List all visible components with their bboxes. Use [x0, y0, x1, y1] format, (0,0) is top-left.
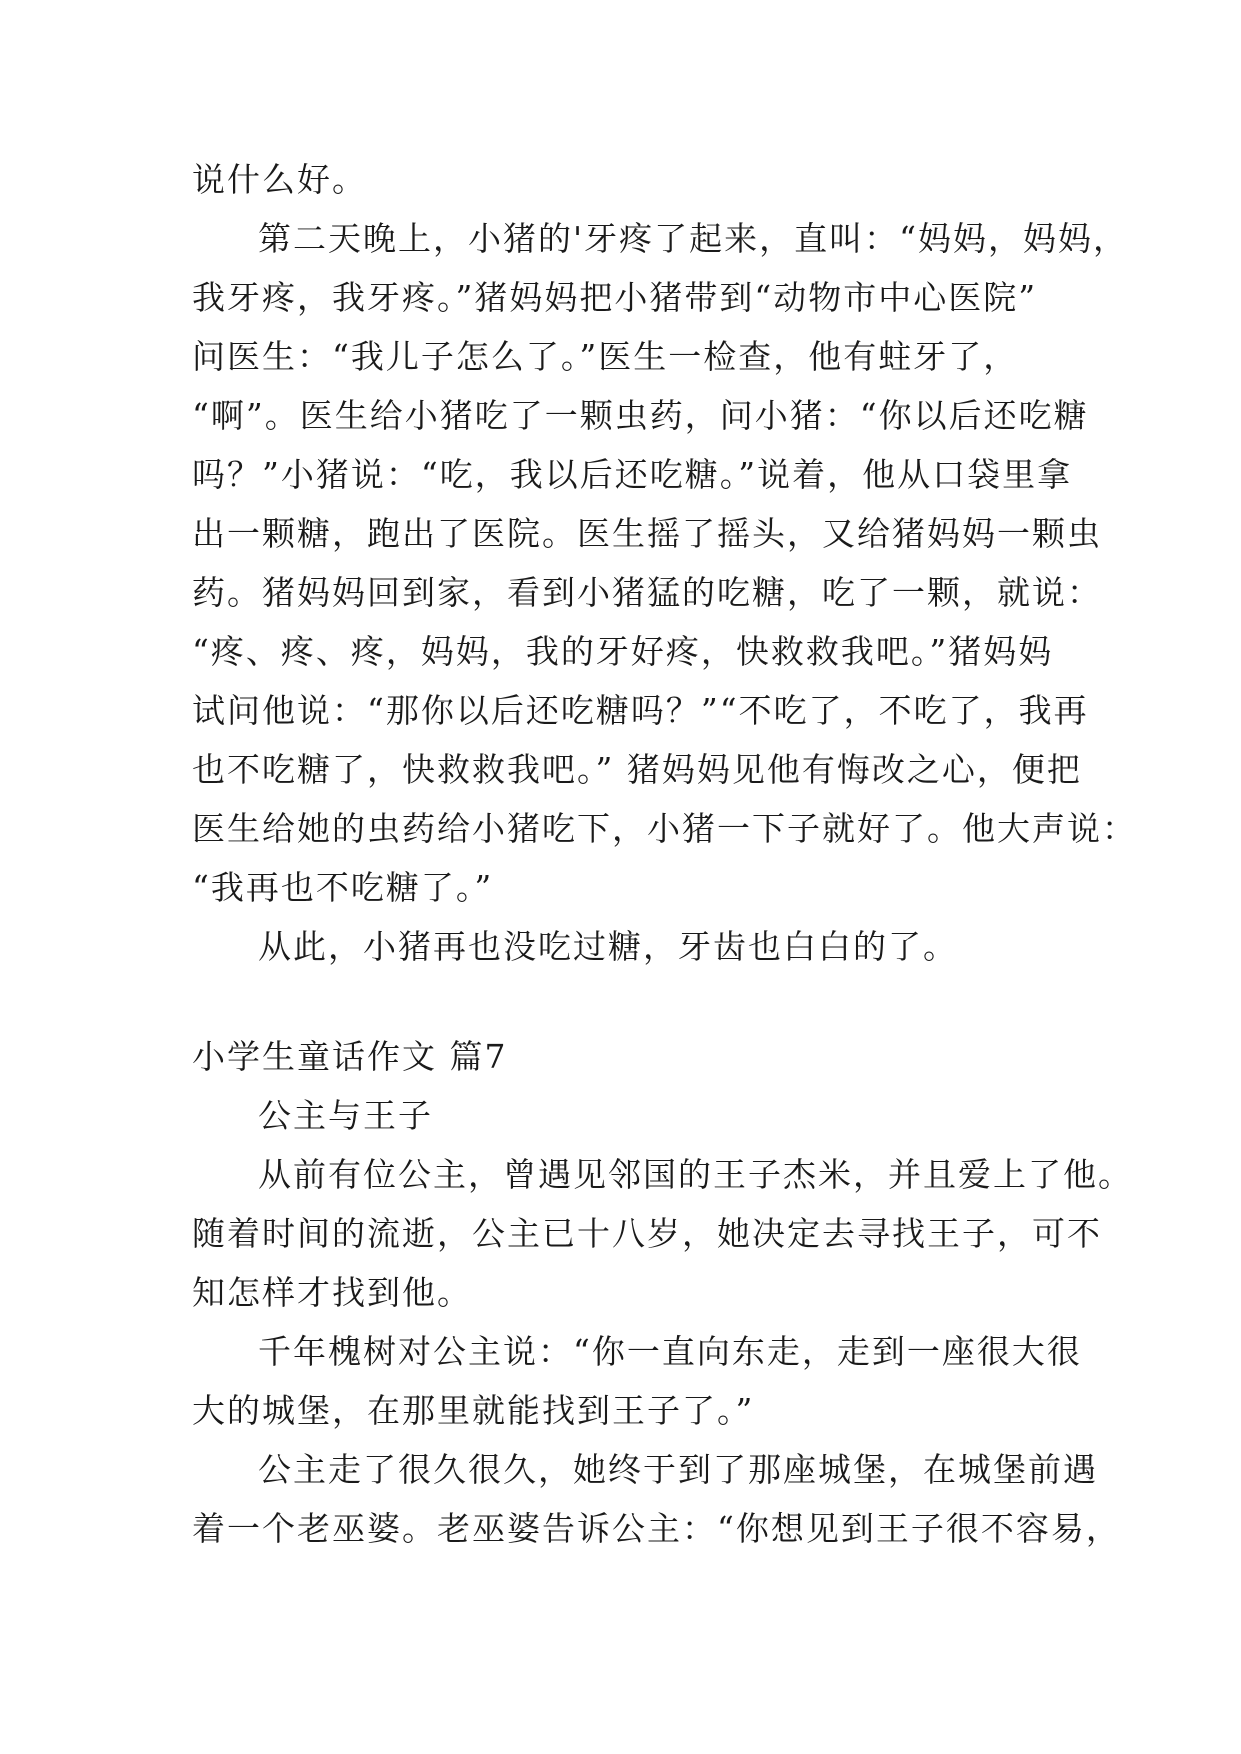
text-line: 知怎样才找到他。	[192, 1273, 472, 1312]
text-line: “啊”。医生给小猪吃了一颗虫药，问小猪：“你以后还吃糖	[192, 396, 1089, 435]
text-line: 说什么好。	[192, 160, 367, 199]
paragraph-start: 第二天晚上，小猪的'牙疼了起来，直叫：“妈妈，妈妈，	[258, 219, 1128, 258]
text-line: 试问他说：“那你以后还吃糖吗？”“不吃了，不吃了，我再	[192, 691, 1089, 730]
text-line: 医生给她的虫药给小猪吃下，小猪一下子就好了。他大声说：	[192, 809, 1137, 848]
text-line: 我牙疼，我牙疼。”猪妈妈把小猪带到“动物市中心医院”	[192, 278, 1038, 317]
paragraph-start: 从前有位公主，曾遇见邻国的王子杰米，并且爱上了他。	[258, 1155, 1133, 1194]
text-line: “我再也不吃糖了。”	[192, 868, 494, 907]
text-line: 药。猪妈妈回到家，看到小猪猛的吃糖，吃了一颗，就说：	[192, 573, 1102, 612]
text-line: 大的城堡，在那里就能找到王子了。”	[192, 1391, 755, 1430]
text-line: 吗？”小猪说：“吃，我以后还吃糖。”说着，他从口袋里拿	[192, 455, 1073, 494]
story-title: 公主与王子	[258, 1096, 433, 1135]
text-line: 出一颗糖，跑出了医院。医生摇了摇头，又给猪妈妈一颗虫	[192, 514, 1102, 553]
text-line: 问医生：“我儿子怎么了。”医生一检查，他有蛀牙了，	[192, 337, 1019, 376]
paragraph-start: 千年槐树对公主说：“你一直向东走，走到一座很大很	[258, 1332, 1082, 1371]
text-line: 随着时间的流逝，公主已十八岁，她决定去寻找王子，可不	[192, 1214, 1102, 1253]
paragraph-start: 从此，小猪再也没吃过糖，牙齿也白白的了。	[258, 927, 958, 966]
paragraph-start: 公主走了很久很久，她终于到了那座城堡，在城堡前遇	[258, 1450, 1098, 1489]
section-heading: 小学生童话作文 篇7	[192, 1037, 508, 1076]
text-line: 也不吃糖了，快救救我吧。” 猪妈妈见他有悔改之心，便把	[192, 750, 1082, 789]
text-line: “疼、疼、疼，妈妈，我的牙好疼，快救救我吧。”猪妈妈	[192, 632, 1054, 671]
text-line: 着一个老巫婆。老巫婆告诉公主：“你想见到王子很不容易，	[192, 1509, 1121, 1548]
